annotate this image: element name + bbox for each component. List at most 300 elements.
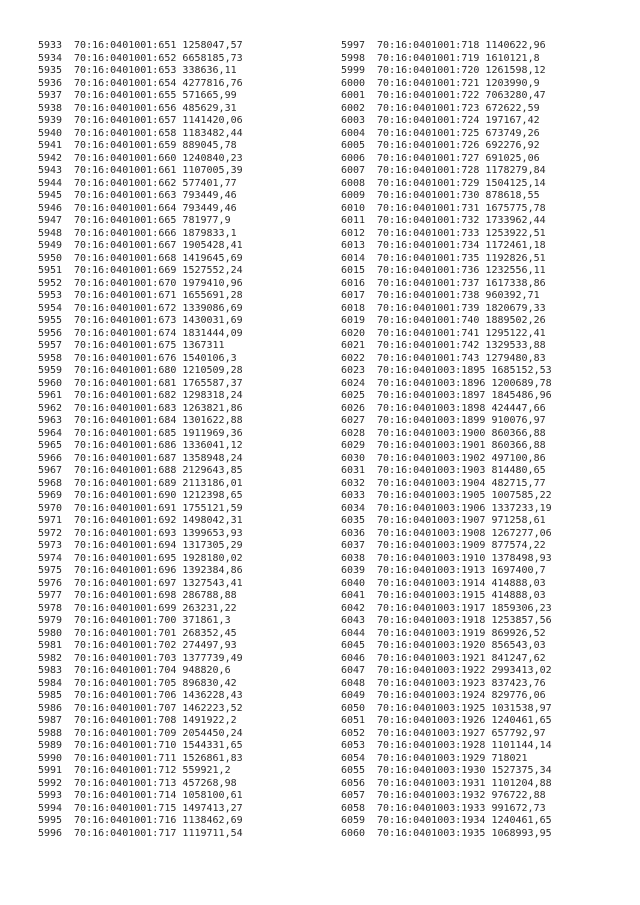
cadastral-number: 70:16:0401001:651 (74, 40, 177, 51)
cadastral-number: 70:16:0401003:1897 (377, 390, 486, 401)
cadastral-number: 70:16:0401001:694 (74, 540, 177, 551)
cadastral-value: 1279480,83 (485, 352, 546, 364)
table-row (38, 190, 243, 203)
cadastral-number: 70:16:0401001:684 (74, 415, 177, 426)
cadastral-value: 371861,3 (182, 615, 231, 626)
table-row (341, 378, 552, 391)
cadastral-number: 70:16:0401001:699 (74, 602, 177, 614)
cadastral-value: 1232556,11 (485, 265, 546, 276)
row-number: 5971 (38, 515, 63, 526)
table-row (38, 203, 243, 216)
table-row (38, 403, 243, 416)
cadastral-number: 70:16:0401001:718 (377, 40, 480, 51)
table-row (341, 265, 552, 278)
row-number: 6002 (341, 102, 366, 114)
table-row (341, 365, 552, 378)
row-number: 6005 (341, 140, 366, 151)
table-row (38, 328, 243, 341)
row-number: 5980 (38, 627, 63, 639)
cadastral-number: 70:16:0401001:691 (74, 502, 177, 514)
row-number: 6000 (341, 77, 366, 89)
cadastral-number: 70:16:0401001:655 (74, 90, 177, 101)
row-number: 6054 (341, 752, 366, 764)
table-row (341, 528, 552, 541)
cadastral-value: 2129643,85 (182, 465, 243, 476)
table-row (341, 390, 552, 403)
cadastral-number: 70:16:0401001:656 (74, 102, 177, 114)
row-number: 5992 (38, 777, 63, 789)
row-number: 5950 (38, 252, 63, 264)
row-number: 5948 (38, 227, 63, 239)
cadastral-value: 910076,97 (491, 415, 546, 426)
cadastral-number: 70:16:0401001:682 (74, 390, 177, 401)
cadastral-value: 1240840,23 (182, 152, 243, 164)
cadastral-value: 268352,45 (182, 627, 237, 639)
cadastral-value: 1212398,65 (182, 490, 243, 501)
cadastral-value: 1267277,06 (491, 527, 552, 539)
cadastral-value: 960392,71 (485, 290, 540, 301)
row-number: 6016 (341, 277, 366, 289)
cadastral-number: 70:16:0401003:1925 (377, 702, 486, 714)
table-row (341, 103, 552, 116)
cadastral-value: 1240461,65 (491, 715, 552, 726)
cadastral-value: 1820679,33 (485, 302, 546, 314)
cadastral-value: 1831444,09 (182, 327, 243, 339)
table-row (341, 115, 552, 128)
cadastral-number: 70:16:0401003:1927 (377, 727, 486, 739)
cadastral-value: 1491922,2 (182, 715, 237, 726)
table-row (341, 53, 552, 66)
table-row (341, 678, 552, 691)
table-row (38, 728, 243, 741)
cadastral-number: 70:16:0401001:652 (74, 52, 177, 64)
row-number: 6052 (341, 727, 366, 739)
row-number: 6014 (341, 252, 366, 264)
table-row (38, 553, 243, 566)
cadastral-number: 70:16:0401001:703 (74, 652, 177, 664)
cadastral-number: 70:16:0401001:707 (74, 702, 177, 714)
table-row (38, 128, 243, 141)
cadastral-number: 70:16:0401001:728 (377, 165, 480, 176)
cadastral-number: 70:16:0401001:676 (74, 352, 177, 364)
row-number: 6043 (341, 615, 366, 626)
row-number: 5965 (38, 440, 63, 451)
row-number: 5945 (38, 190, 63, 201)
cadastral-number: 70:16:0401001:739 (377, 302, 480, 314)
row-number: 6055 (341, 765, 366, 776)
table-row (38, 740, 243, 753)
table-row (38, 90, 243, 103)
cadastral-value: 1210509,28 (182, 365, 243, 376)
row-number: 5936 (38, 77, 63, 89)
cadastral-number: 70:16:0401001:672 (74, 302, 177, 314)
cadastral-value: 1298318,24 (182, 390, 243, 401)
table-row (341, 340, 552, 353)
cadastral-number: 70:16:0401001:737 (377, 277, 480, 289)
table-row (38, 590, 243, 603)
table-row (38, 78, 243, 91)
cadastral-value: 1295122,41 (485, 327, 546, 339)
table-row (341, 565, 552, 578)
table-row (341, 715, 552, 728)
table-row (341, 790, 552, 803)
row-number: 6040 (341, 577, 366, 589)
cadastral-number: 70:16:0401003:1913 (377, 565, 486, 576)
cadastral-number: 70:16:0401001:743 (377, 352, 480, 364)
table-row (38, 340, 243, 353)
table-row (341, 190, 552, 203)
table-row (341, 140, 552, 153)
table-row (341, 228, 552, 241)
table-row (341, 753, 552, 766)
cadastral-value: 1527552,24 (182, 265, 243, 276)
cadastral-number: 70:16:0401003:1908 (377, 527, 486, 539)
row-number: 6009 (341, 190, 366, 201)
cadastral-value: 860366,88 (491, 440, 546, 451)
row-number: 5987 (38, 715, 63, 726)
cadastral-value: 2113186,01 (182, 477, 243, 489)
table-row (38, 628, 243, 641)
cadastral-value: 692276,92 (485, 140, 540, 151)
row-number: 5955 (38, 315, 63, 326)
row-number: 6045 (341, 640, 366, 651)
cadastral-number: 70:16:0401001:690 (74, 490, 177, 501)
row-number: 6046 (341, 652, 366, 664)
table-row (38, 678, 243, 691)
row-number: 5952 (38, 277, 63, 289)
table-row (38, 178, 243, 191)
cadastral-number: 70:16:0401001:674 (74, 327, 177, 339)
table-row (38, 40, 243, 53)
table-row (341, 328, 552, 341)
cadastral-number: 70:16:0401001:727 (377, 152, 480, 164)
cadastral-value: 482715,77 (491, 477, 546, 489)
cadastral-number: 70:16:0401003:1903 (377, 465, 486, 476)
table-row (38, 428, 243, 441)
table-row (38, 640, 243, 653)
cadastral-number: 70:16:0401001:665 (74, 215, 177, 226)
row-number: 5953 (38, 290, 63, 301)
table-row (341, 303, 552, 316)
row-number: 6018 (341, 302, 366, 314)
cadastral-value: 718021 (491, 752, 528, 764)
row-number: 6037 (341, 540, 366, 551)
cadastral-value: 1675775,78 (485, 202, 546, 214)
row-number: 6024 (341, 377, 366, 389)
row-number: 6034 (341, 502, 366, 514)
cadastral-value: 1377739,49 (182, 652, 243, 664)
table-row (38, 228, 243, 241)
left-column (38, 40, 243, 840)
cadastral-value: 1178279,84 (485, 165, 546, 176)
cadastral-number: 70:16:0401003:1905 (377, 490, 486, 501)
table-row (341, 240, 552, 253)
cadastral-number: 70:16:0401001:698 (74, 590, 177, 601)
row-number: 5968 (38, 477, 63, 489)
row-number: 6007 (341, 165, 366, 176)
row-number: 6041 (341, 590, 366, 601)
cadastral-value: 877574,22 (491, 540, 546, 551)
row-number: 5985 (38, 690, 63, 701)
cadastral-number: 70:16:0401003:1926 (377, 715, 486, 726)
cadastral-number: 70:16:0401001:664 (74, 202, 177, 214)
table-row (38, 53, 243, 66)
cadastral-number: 70:16:0401003:1909 (377, 540, 486, 551)
table-row (38, 415, 243, 428)
cadastral-number: 70:16:0401001:721 (377, 77, 480, 89)
cadastral-number: 70:16:0401001:692 (74, 515, 177, 526)
table-row (341, 215, 552, 228)
cadastral-value: 896830,42 (182, 677, 237, 689)
cadastral-number: 70:16:0401001:688 (74, 465, 177, 476)
row-number: 6010 (341, 202, 366, 214)
table-row (341, 665, 552, 678)
table-row (38, 665, 243, 678)
cadastral-value: 1253922,51 (485, 227, 546, 239)
table-row (341, 128, 552, 141)
cadastral-value: 1327543,41 (182, 577, 243, 589)
row-number: 6023 (341, 365, 366, 376)
row-number: 5943 (38, 165, 63, 176)
table-row (38, 465, 243, 478)
cadastral-number: 70:16:0401003:1899 (377, 415, 486, 426)
cadastral-number: 70:16:0401001:657 (74, 115, 177, 126)
table-row (341, 290, 552, 303)
cadastral-value: 497100,86 (491, 452, 546, 464)
cadastral-value: 577401,77 (182, 177, 237, 189)
cadastral-value: 1140622,96 (485, 40, 546, 51)
table-row (38, 378, 243, 391)
cadastral-value: 1498042,31 (182, 515, 243, 526)
table-row (38, 265, 243, 278)
cadastral-number: 70:16:0401001:708 (74, 715, 177, 726)
row-number: 5951 (38, 265, 63, 276)
cadastral-number: 70:16:0401001:662 (74, 177, 177, 189)
cadastral-number: 70:16:0401001:735 (377, 252, 480, 264)
table-row (341, 440, 552, 453)
cadastral-number: 70:16:0401001:729 (377, 177, 480, 189)
table-row (38, 603, 243, 616)
table-row (38, 353, 243, 366)
row-number: 6056 (341, 777, 366, 789)
table-row (341, 40, 552, 53)
cadastral-number: 70:16:0401001:669 (74, 265, 177, 276)
row-number: 6031 (341, 465, 366, 476)
cadastral-number: 70:16:0401001:683 (74, 402, 177, 414)
cadastral-value: 1859306,23 (491, 602, 552, 614)
cadastral-value: 1301622,88 (182, 415, 243, 426)
cadastral-number: 70:16:0401001:717 (74, 827, 177, 839)
table-row (341, 453, 552, 466)
row-number: 5996 (38, 827, 63, 839)
cadastral-value: 1119711,54 (182, 827, 243, 839)
table-row (38, 565, 243, 578)
table-row (341, 615, 552, 628)
cadastral-value: 4277816,76 (182, 77, 243, 89)
row-number: 5963 (38, 415, 63, 426)
cadastral-number: 70:16:0401001:696 (74, 565, 177, 576)
cadastral-number: 70:16:0401003:1934 (377, 815, 486, 826)
row-number: 5956 (38, 327, 63, 339)
table-row (38, 453, 243, 466)
cadastral-value: 793449,46 (182, 202, 237, 214)
cadastral-value: 1685152,53 (491, 365, 552, 376)
table-row (341, 415, 552, 428)
table-row (341, 478, 552, 491)
table-row (341, 65, 552, 78)
row-number: 6059 (341, 815, 366, 826)
cadastral-value: 971258,61 (491, 515, 546, 526)
cadastral-value: 1107005,39 (182, 165, 243, 176)
cadastral-value: 976722,88 (491, 790, 546, 801)
row-number: 5949 (38, 240, 63, 251)
cadastral-value: 571665,99 (182, 90, 237, 101)
row-number: 5990 (38, 752, 63, 764)
row-number: 6039 (341, 565, 366, 576)
table-row (341, 765, 552, 778)
row-number: 6006 (341, 152, 366, 164)
cadastral-number: 70:16:0401001:675 (74, 340, 177, 351)
cadastral-value: 1031538,97 (491, 702, 552, 714)
table-row (341, 590, 552, 603)
cadastral-value: 1339086,69 (182, 302, 243, 314)
row-number: 5984 (38, 677, 63, 689)
cadastral-number: 70:16:0401001:668 (74, 252, 177, 264)
table-row (341, 503, 552, 516)
row-number: 6030 (341, 452, 366, 464)
row-number: 5934 (38, 52, 63, 64)
cadastral-number: 70:16:0401003:1910 (377, 552, 486, 564)
cadastral-number: 70:16:0401003:1924 (377, 690, 486, 701)
cadastral-value: 1399653,93 (182, 527, 243, 539)
row-number: 6008 (341, 177, 366, 189)
cadastral-value: 1617338,86 (485, 277, 546, 289)
cadastral-value: 2054450,24 (182, 727, 243, 739)
cadastral-number: 70:16:0401003:1923 (377, 677, 486, 689)
cadastral-value: 7063280,47 (485, 90, 546, 101)
cadastral-number: 70:16:0401003:1935 (377, 827, 486, 839)
row-number: 5974 (38, 552, 63, 564)
row-number: 6015 (341, 265, 366, 276)
table-row (38, 165, 243, 178)
table-row (341, 353, 552, 366)
table-row (341, 153, 552, 166)
cadastral-number: 70:16:0401001:724 (377, 115, 480, 126)
cadastral-value: 1101204,88 (491, 777, 552, 789)
table-row (341, 740, 552, 753)
row-number: 6050 (341, 702, 366, 714)
table-row (341, 428, 552, 441)
cadastral-value: 781977,9 (182, 215, 231, 226)
cadastral-number: 70:16:0401001:732 (377, 215, 480, 226)
row-number: 6003 (341, 115, 366, 126)
cadastral-value: 1263821,86 (182, 402, 243, 414)
cadastral-number: 70:16:0401003:1928 (377, 740, 486, 751)
cadastral-value: 841247,62 (491, 652, 546, 664)
table-row (38, 828, 243, 841)
table-row (341, 253, 552, 266)
cadastral-value: 1497413,27 (182, 802, 243, 814)
cadastral-value: 672622,59 (485, 102, 540, 114)
cadastral-value: 6658185,73 (182, 52, 243, 64)
cadastral-number: 70:16:0401001:723 (377, 102, 480, 114)
cadastral-value: 1101144,14 (491, 740, 552, 751)
cadastral-value: 878618,55 (485, 190, 540, 201)
cadastral-value: 414888,03 (491, 590, 546, 601)
cadastral-value: 2993413,02 (491, 665, 552, 676)
table-row (38, 440, 243, 453)
cadastral-number: 70:16:0401001:730 (377, 190, 480, 201)
row-number: 5976 (38, 577, 63, 589)
cadastral-number: 70:16:0401003:1922 (377, 665, 486, 676)
table-row (341, 603, 552, 616)
row-number: 6001 (341, 90, 366, 101)
cadastral-number: 70:16:0401001:709 (74, 727, 177, 739)
cadastral-number: 70:16:0401003:1931 (377, 777, 486, 789)
row-number: 5973 (38, 540, 63, 551)
row-number: 5988 (38, 727, 63, 739)
table-row (341, 640, 552, 653)
row-number: 5935 (38, 65, 63, 76)
cadastral-number: 70:16:0401001:738 (377, 290, 480, 301)
row-number: 6025 (341, 390, 366, 401)
cadastral-number: 70:16:0401003:1907 (377, 515, 486, 526)
cadastral-value: 1200689,78 (491, 377, 552, 389)
row-number: 5981 (38, 640, 63, 651)
row-number: 5998 (341, 52, 366, 64)
table-row (38, 478, 243, 491)
cadastral-value: 991672,73 (491, 802, 546, 814)
cadastral-number: 70:16:0401001:714 (74, 790, 177, 801)
table-row (341, 465, 552, 478)
table-row (341, 165, 552, 178)
row-number: 5969 (38, 490, 63, 501)
table-row (341, 778, 552, 791)
cadastral-value: 1358948,24 (182, 452, 243, 464)
cadastral-value: 1392384,86 (182, 565, 243, 576)
cadastral-number: 70:16:0401003:1919 (377, 627, 486, 639)
cadastral-value: 814480,65 (491, 465, 546, 476)
cadastral-number: 70:16:0401001:704 (74, 665, 177, 676)
cadastral-value: 856543,03 (491, 640, 546, 651)
cadastral-number: 70:16:0401001:686 (74, 440, 177, 451)
row-number: 6021 (341, 340, 366, 351)
table-row (38, 490, 243, 503)
table-row (38, 140, 243, 153)
cadastral-value: 274497,93 (182, 640, 237, 651)
row-number: 5960 (38, 377, 63, 389)
row-number: 6044 (341, 627, 366, 639)
cadastral-value: 1141420,06 (182, 115, 243, 126)
cadastral-value: 1504125,14 (485, 177, 546, 189)
table-row (341, 515, 552, 528)
table-row (341, 690, 552, 703)
table-row (341, 540, 552, 553)
row-number: 5986 (38, 702, 63, 714)
cadastral-value: 837423,76 (491, 677, 546, 689)
cadastral-number: 70:16:0401001:741 (377, 327, 480, 339)
cadastral-value: 1172461,18 (485, 240, 546, 251)
cadastral-number: 70:16:0401001:670 (74, 277, 177, 289)
cadastral-number: 70:16:0401003:1902 (377, 452, 486, 464)
row-number: 6032 (341, 477, 366, 489)
table-row (38, 65, 243, 78)
row-number: 6011 (341, 215, 366, 226)
table-row (38, 715, 243, 728)
table-row (38, 303, 243, 316)
row-number: 5937 (38, 90, 63, 101)
row-number: 5991 (38, 765, 63, 776)
